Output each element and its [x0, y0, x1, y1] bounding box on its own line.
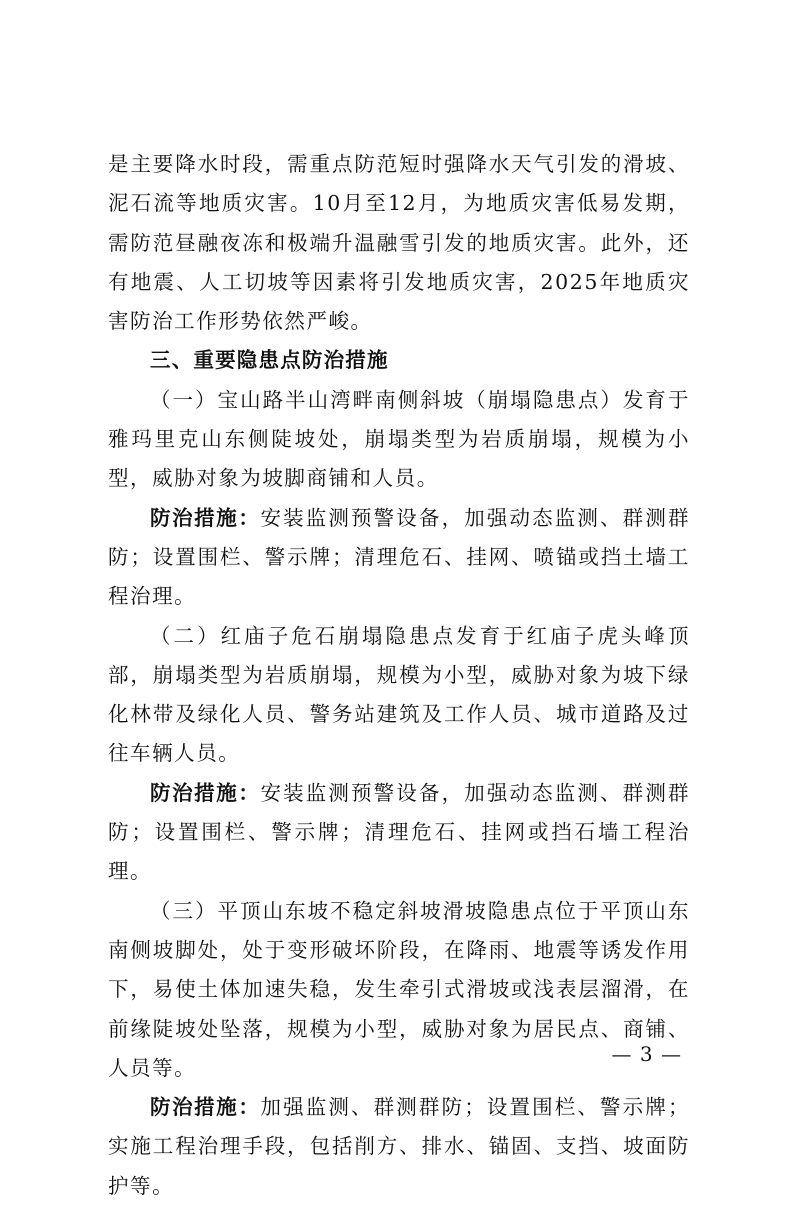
document-body [108, 145, 690, 1206]
paragraph-measures-3 [108, 1088, 690, 1206]
page-number: — 3 — [611, 1042, 682, 1066]
paragraph-hazard-2: （二）红庙子危石崩塌隐患点发育于红庙子虎头峰顶部，崩塌类型为岩质崩塌，规模为小型，威胁对象为坡下绿化林带及绿化人员、警务站建筑及工作人员、城市道路及过往车辆人员。 [108, 623, 690, 766]
paragraph-hazard-3: （三）平顶山东坡不稳定斜坡滑坡隐患点位于平顶山东南侧坡脚处，处于变形破坏阶段，在降雨、地震等诱发作用下，易使土体加速失稳，发生牵引式滑坡或浅表层溜滑，在前缘陡坡处坠落，规模为小型，威胁对象为居民点、商铺、人员等。 [108, 898, 690, 1080]
measures-text: 加强监测、群测群防；设置围栏、警示牌；实施工程治理手段，包括削方、排水、锚固、支挡、坡面防护等。 [108, 1095, 691, 1198]
measures-text: 安装监测预警设备，加强动态监测、群测群防；设置围栏、警示牌；清理危石、挂网或挡石墙工程治理。 [108, 780, 691, 884]
paragraph-measures-1 [108, 499, 690, 617]
measures-text: 安装监测预警设备，加强动态监测、群测群防；设置围栏、警示牌；清理危石、挂网、喷锚或挡土墙工程治理。 [108, 505, 691, 609]
measures-label: 防治措施： [150, 780, 261, 805]
paragraph-hazard-1: （一）宝山路半山湾畔南侧斜坡（崩塌隐患点）发育于雅玛里克山东侧陡坡处，崩塌类型为岩质崩塌，规模为小型，威胁对象为坡脚商铺和人员。 [108, 387, 690, 491]
paragraph-intro: 是主要降水时段，需重点防范短时强降水天气引发的滑坡、泥石流等地质灾害。10月至12月，为地质灾害低易发期，需防范昼融夜冻和极端升温融雪引发的地质灾害。此外，还有地震、人工切坡等因素将引发地质灾害，2025年地质灾害防治工作形势依然严峻。 [108, 152, 690, 334]
measures-label: 防治措施： [150, 1095, 261, 1120]
paragraph-measures-2 [108, 774, 690, 892]
measures-label: 防治措施： [150, 505, 261, 530]
section-heading: 三、重要隐患点防治措施 [150, 348, 389, 373]
